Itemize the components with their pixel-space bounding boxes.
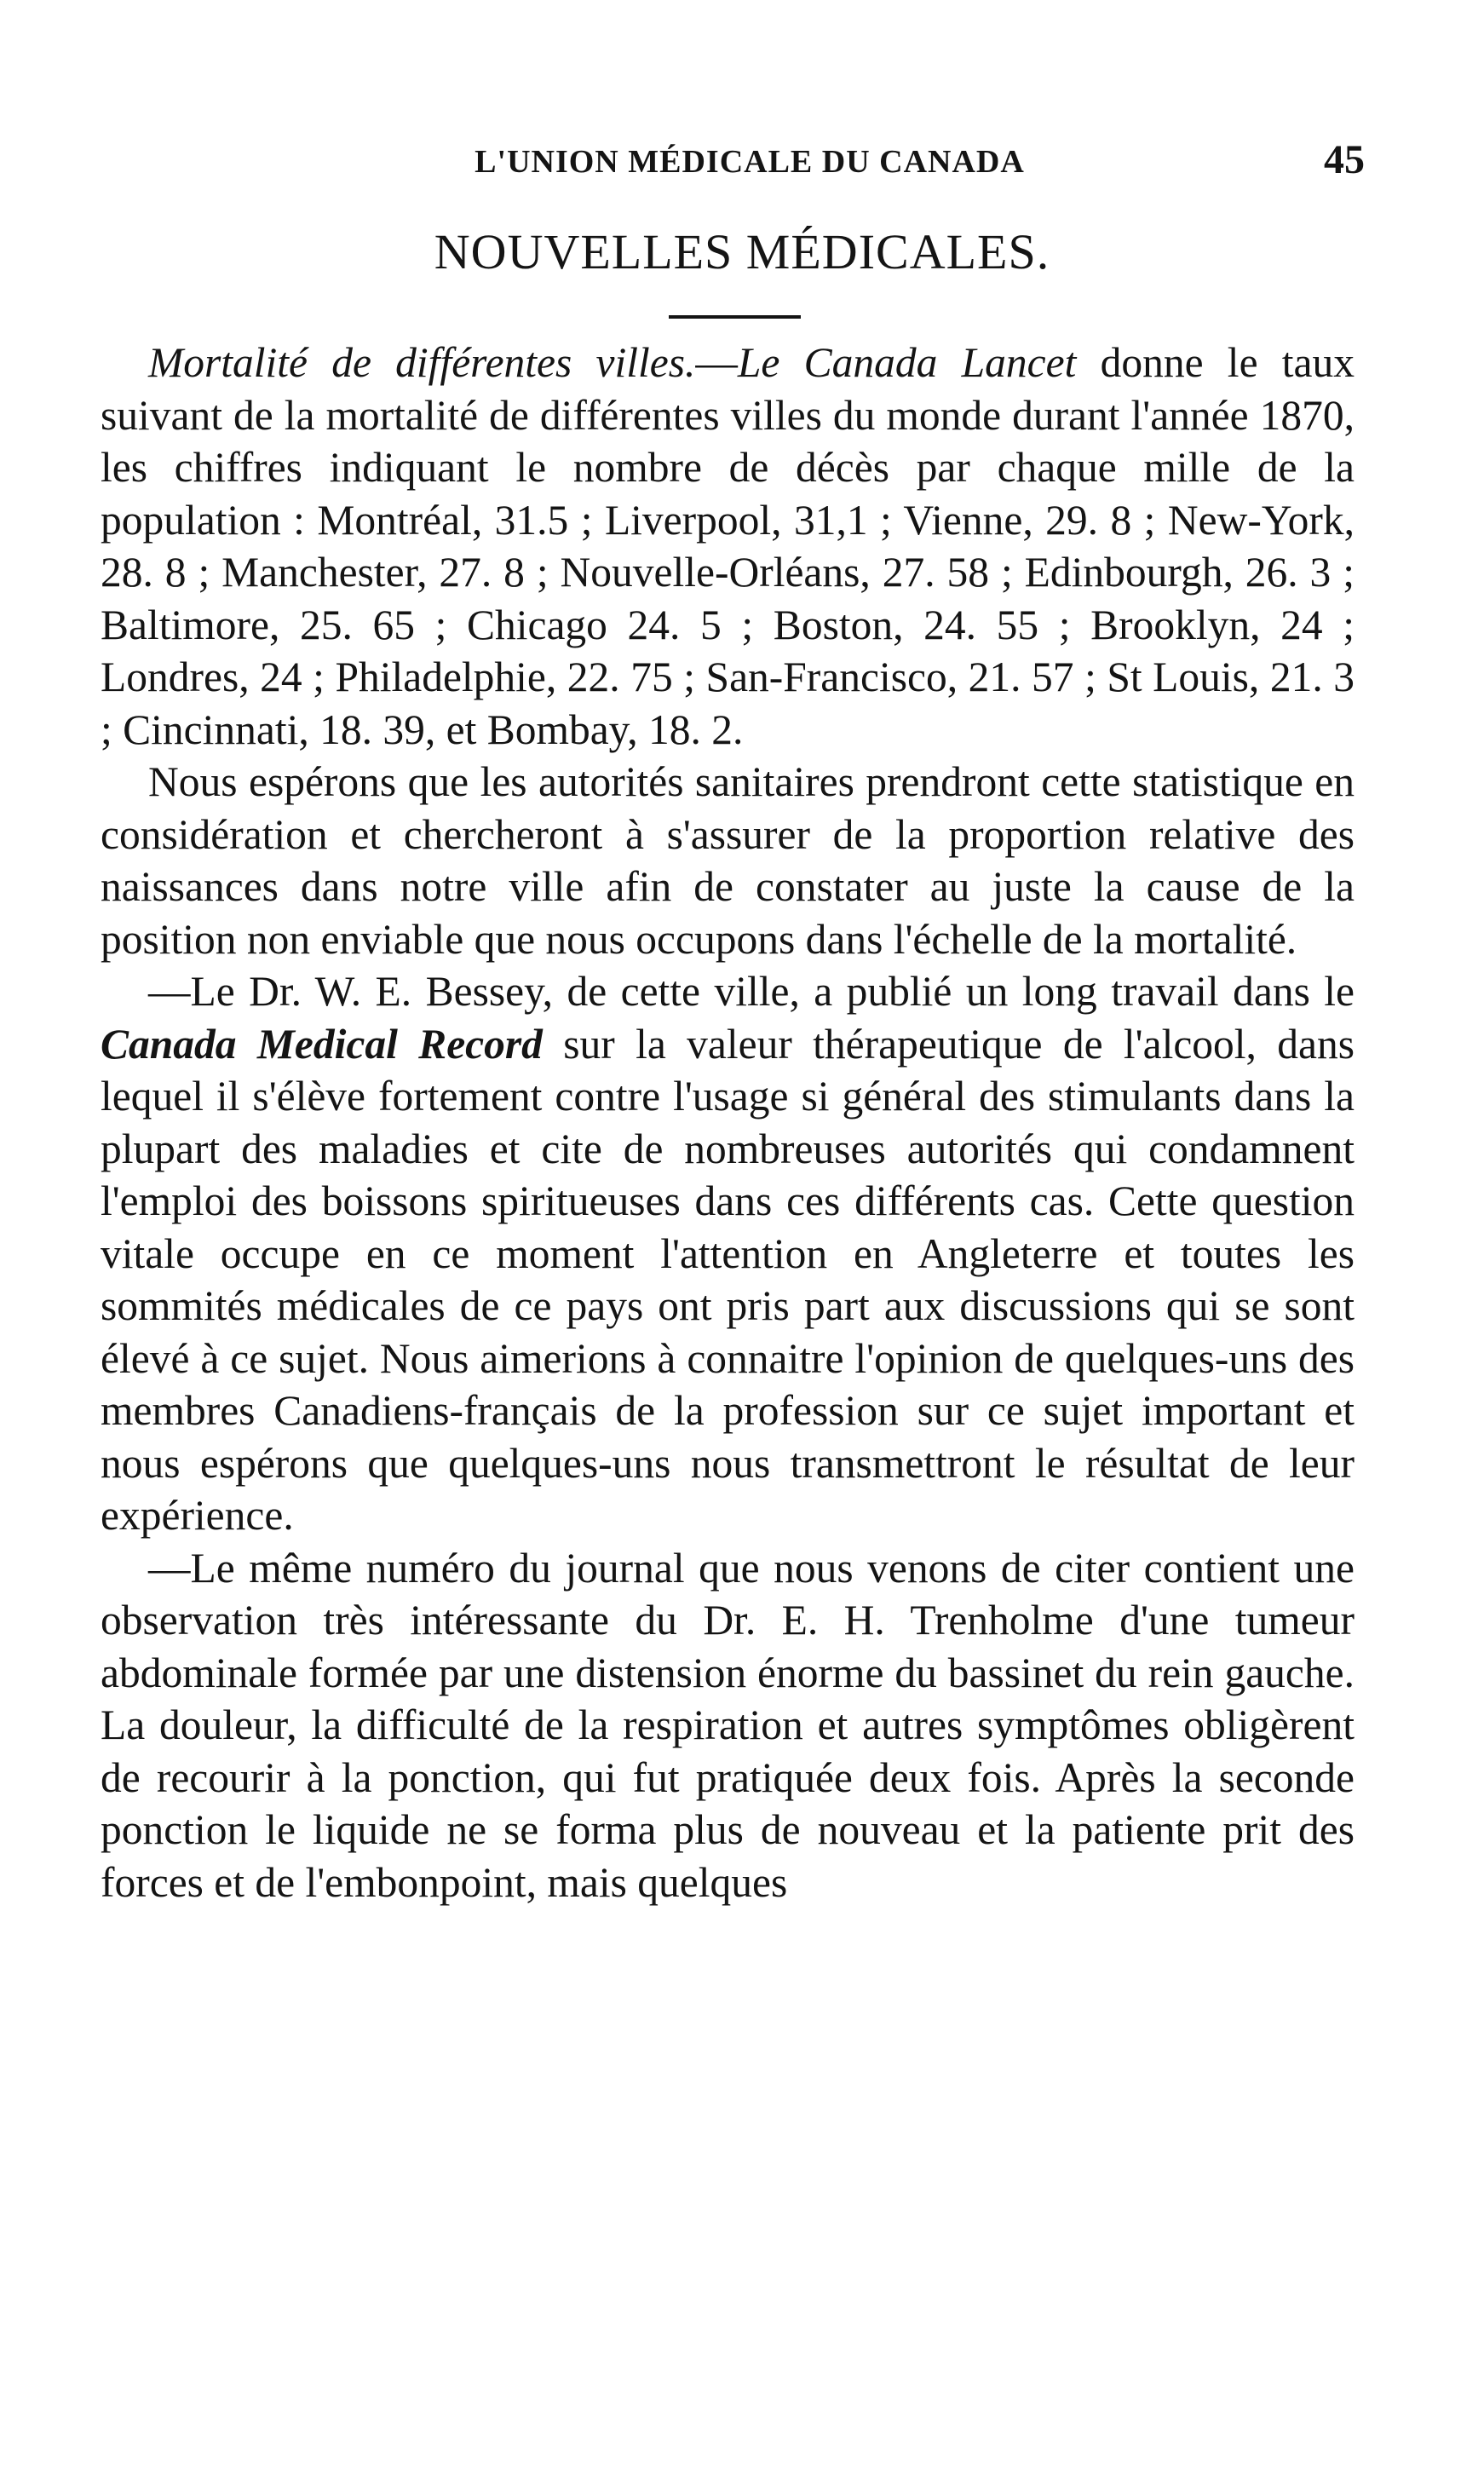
paragraph-alcohol (101, 965, 1355, 1542)
title-rule (669, 315, 801, 319)
running-head: L'UNION MÉDICALE DU CANADA (475, 144, 1025, 180)
source-journal: Le Canada Lancet (737, 339, 1077, 386)
paragraph-text: —Le Dr. W. E. Bessey, de cette ville, a publié un long travail dans le (148, 968, 1355, 1015)
paragraph-text: sur la valeur thérapeutique de l'alcool, dans lequel il s'élève fortement contre l'usage si général des stimulants dans la plupart des maladies et cite de nombreuses autorités qui condamnent l'emploi des boissons spiritueuses dans ces différents cas. Cette question vitale occupe en ce moment l'attention en Angleterre et toutes les sommités médicales de ce pays ont pris part aux discussions qui se sont élevé à ce sujet. Nous aimerions à connaitre l'opinion de quelques-uns des membres Canadiens-français de la profession sur ce sujet important et nous espérons que quelques-uns nous transmettront le résultat de leur expérience. (101, 1020, 1355, 1539)
dash: — (695, 339, 738, 386)
page-number: 45 (1324, 137, 1365, 182)
section-title: NOUVELLES MÉDICALES. (434, 224, 1050, 279)
paragraph-mortality (101, 337, 1355, 756)
paragraph-text: donne le taux suivant de la mortalité de différentes villes du monde durant l'année 1870, les chiffres indiquant le nombre de décès par chaque mille de la population : Montréal, 31.5 ; Liverpool, 31,1 ; Vienne, 29. 8 ; New-York, 28. 8 ; Manchester, 27. 8 ; Nouvelle-Orléans, 27. 58 ; Edinbourgh, 26. 3 ; Baltimore, 25. 65 ; Chicago 24. 5 ; Boston, 24. 55 ; Brooklyn, 24 ; Londres, 24 ; Philadelphie, 22. 75 ; San-Francisco, 21. 57 ; St Louis, 21. 3 ; Cincinnati, 18. 39, et Bombay, 18. 2. (101, 339, 1355, 753)
article-body (101, 337, 1355, 1908)
journal-title: Canada Medical Record (101, 1020, 543, 1068)
paragraph-tumor: —Le même numéro du journal que nous venons de citer contient une observation très intéressante du Dr. E. H. Trenholme d'une tumeur abdominale formée par une distension énorme du bassinet du rein gauche. La douleur, la difficulté de la respiration et autres symptômes obligèrent de recourir à la ponction, qui fut pratiquée deux fois. Après la seconde ponction le liquide ne se forma plus de nouveau et la patiente prit des forces et de l'embonpoint, mais quelques (101, 1544, 1355, 1906)
paragraph-statistics: Nous espérons que les autorités sanitaires prendront cette statistique en considération et chercheront à s'assurer de la proportion relative des naissances dans notre ville afin de constater au juste la cause de la position non enviable que nous occupons dans l'échelle de la mortalité. (101, 758, 1355, 963)
paragraph-lead: Mortalité de différentes villes. (148, 339, 696, 386)
